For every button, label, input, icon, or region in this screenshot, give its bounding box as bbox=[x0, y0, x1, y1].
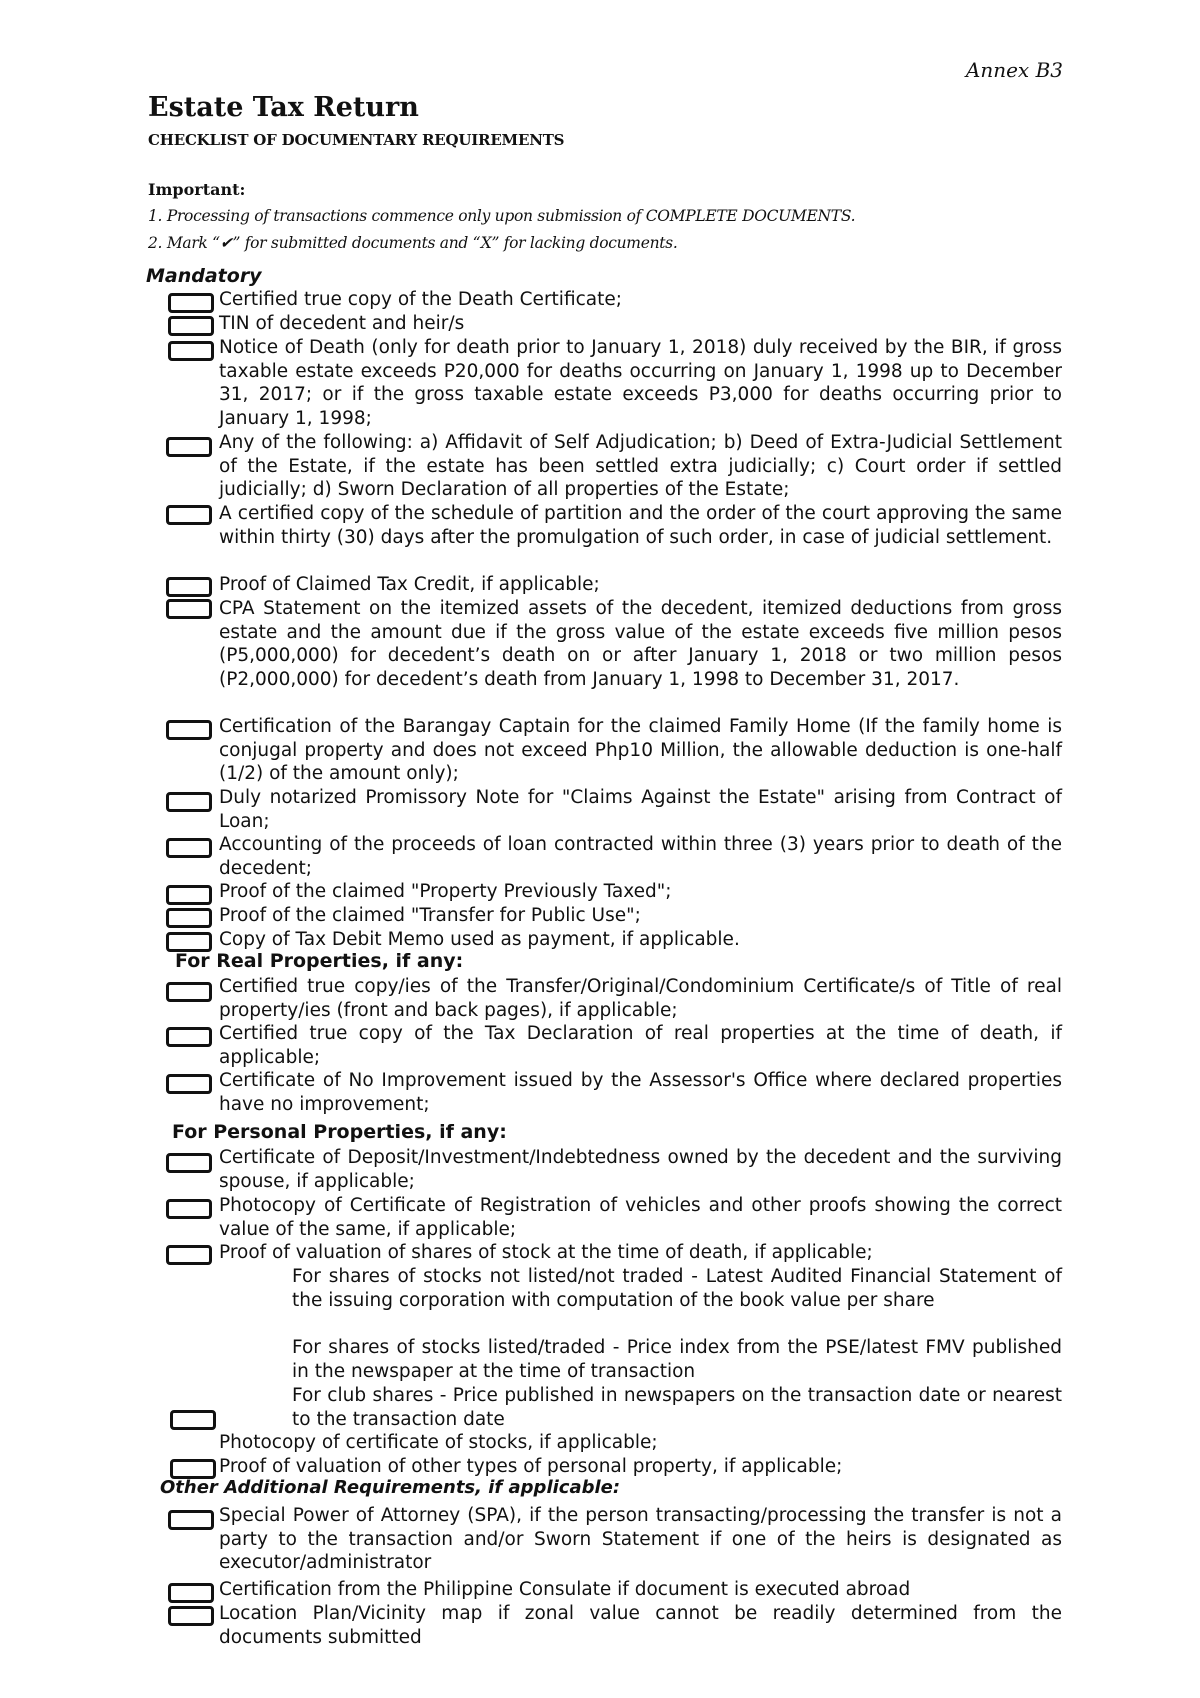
item-certificate-of-deposit: Certificate of Deposit/Investment/Indebtedness owned by the decedent and the surviving spouse, if applicable; bbox=[219, 1147, 1062, 1192]
item-barangay-certification: Certification of the Barangay Captain for the claimed Family Home (If the family home is conjugal property and does not exceed Php10 Million, the allowable deduction is one-half (1/2) of the amount only); bbox=[219, 716, 1062, 785]
important-note-2: 2. Mark “✔” for submitted documents and “X” for lacking documents. bbox=[148, 234, 678, 252]
item-transfer-public-use: Proof of the claimed "Transfer for Public Use"; bbox=[219, 905, 641, 926]
checkbox-transfer-public-use[interactable] bbox=[166, 908, 212, 928]
item-death-certificate: Certified true copy of the Death Certificate; bbox=[219, 289, 622, 310]
sub-item-unlisted-shares: For shares of stocks not listed/not traded - Latest Audited Financial Statement of the issuing corporation with computation of the book value per share bbox=[292, 1266, 1062, 1311]
real-properties-heading: For Real Properties, if any: bbox=[175, 950, 464, 972]
checkbox-shares-valuation[interactable] bbox=[166, 1245, 212, 1265]
item-spa: Special Power of Attorney (SPA), if the person transacting/processing the transfer is not a party to the transaction and/or Sworn Statement if one of the heirs is designated as executor/administrator bbox=[219, 1505, 1062, 1574]
annex-label: Annex B3 bbox=[965, 58, 1063, 82]
checkbox-certificate-of-deposit[interactable] bbox=[166, 1153, 212, 1173]
sub-item-listed-shares: For shares of stocks listed/traded - Price index from the PSE/latest FMV published in the newspaper at the time of transaction bbox=[292, 1337, 1062, 1382]
item-shares-valuation: Proof of valuation of shares of stock at the time of death, if applicable; bbox=[219, 1242, 873, 1263]
item-consulate-certification: Certification from the Philippine Consulate if document is executed abroad bbox=[219, 1579, 911, 1600]
item-property-previously-taxed: Proof of the claimed "Property Previously Taxed"; bbox=[219, 881, 672, 902]
checkbox-location-plan[interactable] bbox=[168, 1606, 214, 1626]
item-tax-debit-memo: Copy of Tax Debit Memo used as payment, if applicable. bbox=[219, 929, 740, 950]
item-affidavit: Any of the following: a) Affidavit of Self Adjudication; b) Deed of Extra-Judicial Settlement of the Estate, if the estate has been settled extra judicially; c) Court order if settled judicially; d) Sworn Declaration of all properties of the Estate; bbox=[219, 432, 1062, 501]
important-note-1: 1. Processing of transactions commence only upon submission of COMPLETE DOCUMENTS. bbox=[148, 207, 856, 225]
checkbox-spa[interactable] bbox=[168, 1510, 214, 1530]
checkbox-affidavit[interactable] bbox=[166, 437, 212, 457]
item-tin: TIN of decedent and heir/s bbox=[219, 313, 465, 334]
checkbox-other-personal-property[interactable] bbox=[170, 1459, 216, 1479]
checkbox-loan-accounting[interactable] bbox=[166, 838, 212, 858]
item-other-personal-property: Proof of valuation of other types of personal property, if applicable; bbox=[219, 1456, 843, 1477]
checkbox-certificate-of-stocks[interactable] bbox=[170, 1410, 216, 1430]
checkbox-death-certificate[interactable] bbox=[168, 293, 214, 313]
checkbox-promissory-note[interactable] bbox=[166, 792, 212, 812]
document-title: Estate Tax Return bbox=[148, 92, 419, 123]
checkbox-tax-declaration[interactable] bbox=[166, 1027, 212, 1047]
item-no-improvement: Certificate of No Improvement issued by the Assessor's Office where declared properties have no improvement; bbox=[219, 1070, 1062, 1115]
mandatory-heading: Mandatory bbox=[146, 265, 262, 287]
checkbox-notice-of-death[interactable] bbox=[168, 341, 214, 361]
checkbox-tax-debit-memo[interactable] bbox=[166, 932, 212, 952]
checkbox-certificate-of-title[interactable] bbox=[166, 982, 212, 1002]
other-requirements-heading: Other Additional Requirements, if applicable: bbox=[160, 1477, 621, 1498]
checkbox-no-improvement[interactable] bbox=[166, 1074, 212, 1094]
checkbox-vehicle-registration[interactable] bbox=[166, 1199, 212, 1219]
item-tax-declaration: Certified true copy of the Tax Declaration of real properties at the time of death, if applicable; bbox=[219, 1023, 1062, 1068]
checkbox-barangay-certification[interactable] bbox=[166, 720, 212, 740]
sub-item-club-shares: For club shares - Price published in newspapers on the transaction date or nearest to the transaction date bbox=[292, 1385, 1062, 1430]
checkbox-property-previously-taxed[interactable] bbox=[166, 885, 212, 905]
item-tax-credit: Proof of Claimed Tax Credit, if applicable; bbox=[219, 574, 600, 595]
personal-properties-heading: For Personal Properties, if any: bbox=[172, 1121, 507, 1143]
checkbox-consulate-certification[interactable] bbox=[168, 1583, 214, 1603]
checkbox-tin[interactable] bbox=[168, 316, 214, 336]
important-label: Important: bbox=[148, 180, 246, 199]
checkbox-tax-credit[interactable] bbox=[166, 577, 212, 597]
checkbox-schedule-of-partition[interactable] bbox=[166, 505, 212, 525]
item-location-plan: Location Plan/Vicinity map if zonal value cannot be readily determined from the documents submitted bbox=[219, 1603, 1062, 1648]
item-vehicle-registration: Photocopy of Certificate of Registration of vehicles and other proofs showing the correct value of the same, if applicable; bbox=[219, 1195, 1062, 1240]
document-subtitle: CHECKLIST OF DOCUMENTARY REQUIREMENTS bbox=[148, 131, 565, 149]
item-promissory-note: Duly notarized Promissory Note for "Claims Against the Estate" arising from Contract of Loan; bbox=[219, 787, 1062, 832]
item-certificate-of-stocks: Photocopy of certificate of stocks, if applicable; bbox=[219, 1432, 658, 1453]
item-cpa-statement: CPA Statement on the itemized assets of the decedent, itemized deductions from gross estate and the amount due if the gross value of the estate exceeds five million pesos (P5,000,000) for decedent’s death on or after January 1, 2018 or two million pesos (P2,000,000) for decedent’s death from January 1, 1998 to December 31, 2017. bbox=[219, 598, 1062, 691]
item-loan-accounting: Accounting of the proceeds of loan contracted within three (3) years prior to death of the decedent; bbox=[219, 834, 1062, 879]
item-schedule-of-partition: A certified copy of the schedule of partition and the order of the court approving the same within thirty (30) days after the promulgation of such order, in case of judicial settlement. bbox=[219, 503, 1062, 548]
item-certificate-of-title: Certified true copy/ies of the Transfer/Original/Condominium Certificate/s of Title of real property/ies (front and back pages), if applicable; bbox=[219, 976, 1062, 1021]
checkbox-cpa-statement[interactable] bbox=[166, 599, 212, 619]
item-notice-of-death: Notice of Death (only for death prior to January 1, 2018) duly received by the BIR, if gross taxable estate exceeds P20,000 for deaths occurring on January 1, 1998 up to December 31, 2017; or if the gross taxable estate exceeds P3,000 for deaths occurring prior to January 1, 1998; bbox=[219, 337, 1062, 430]
